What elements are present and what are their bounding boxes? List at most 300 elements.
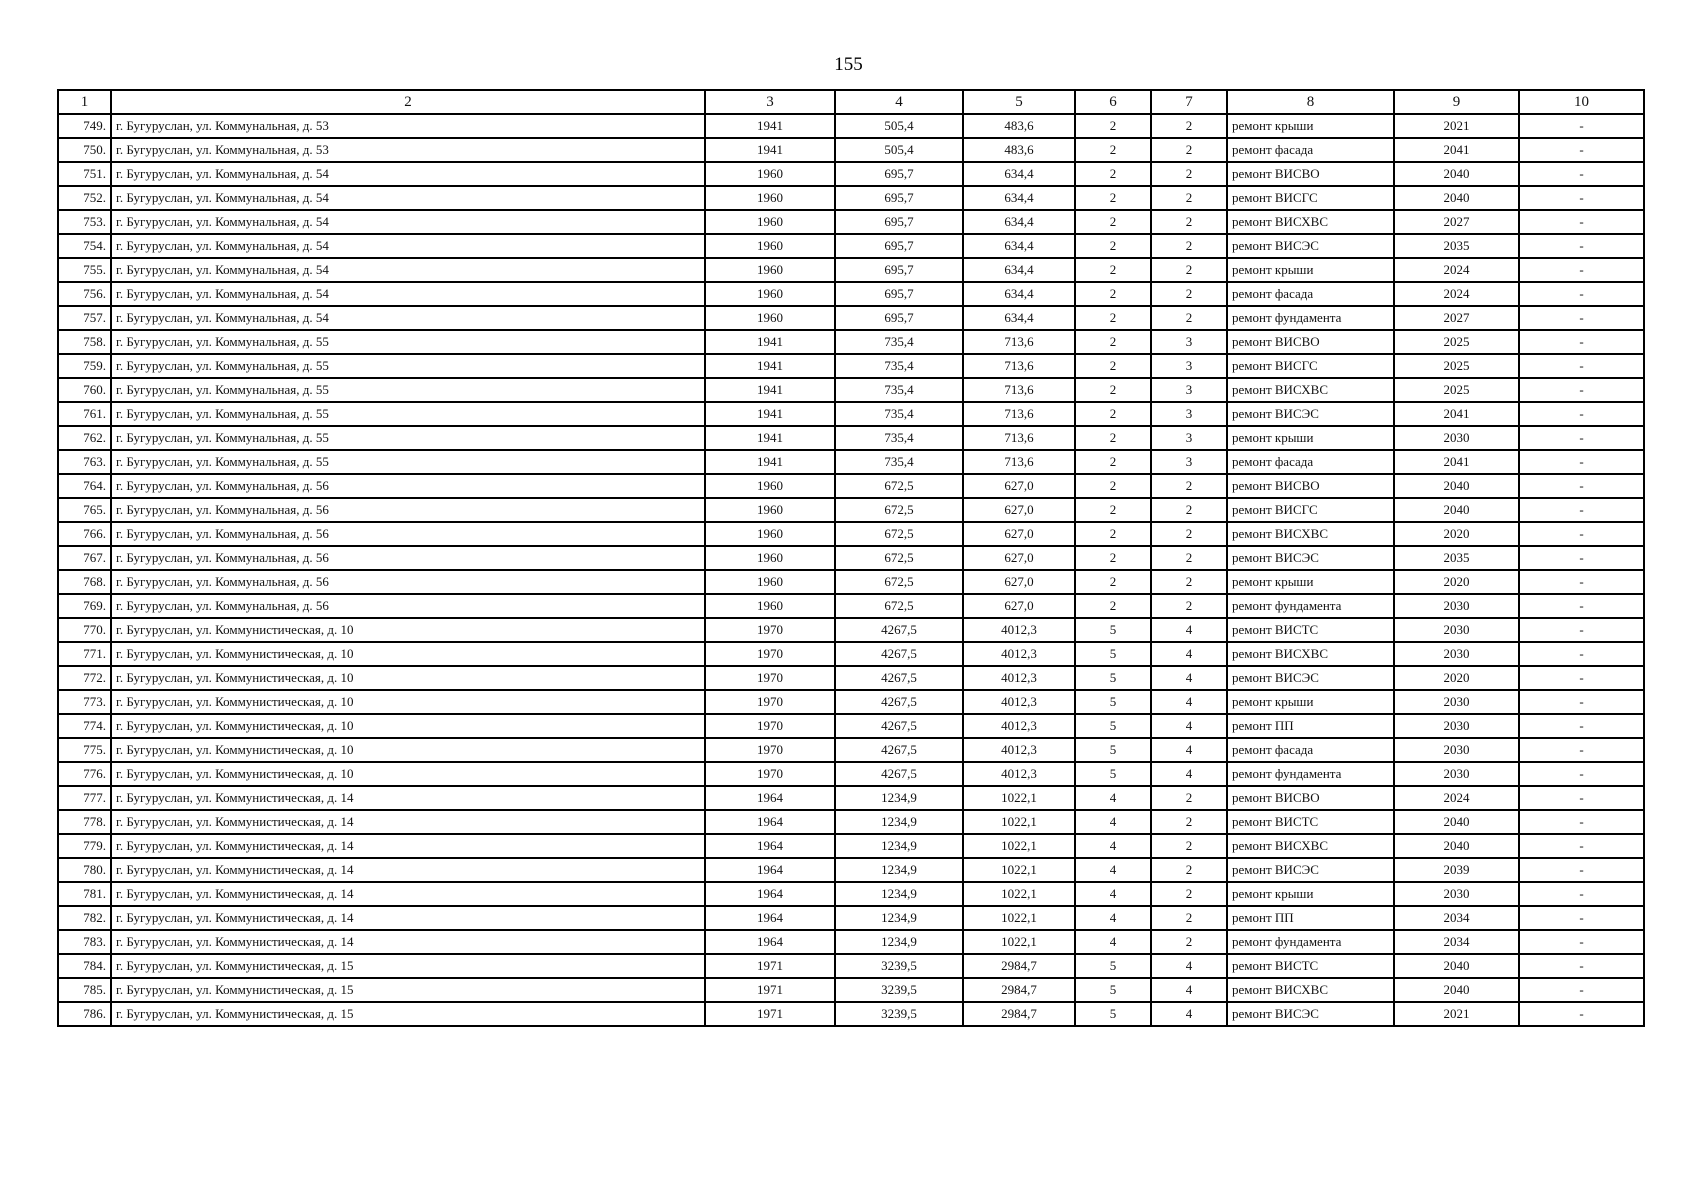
cell-address: г. Бугуруслан, ул. Коммунистическая, д. 14	[111, 858, 705, 882]
cell-floors: 2	[1075, 426, 1151, 450]
cell-living-area: 4012,3	[963, 642, 1075, 666]
cell-work-type: ремонт ВИСХВС	[1227, 378, 1394, 402]
table-row	[58, 978, 1644, 1002]
cell-note: -	[1519, 690, 1644, 714]
cell-address: г. Бугуруслан, ул. Коммунальная, д. 54	[111, 234, 705, 258]
cell-total-area: 735,4	[835, 402, 963, 426]
cell-living-area: 634,4	[963, 306, 1075, 330]
cell-year-built: 1960	[705, 306, 835, 330]
cell-floors: 2	[1075, 594, 1151, 618]
cell-year-built: 1960	[705, 210, 835, 234]
cell-work-type: ремонт фасада	[1227, 738, 1394, 762]
cell-floors: 2	[1075, 450, 1151, 474]
cell-living-area: 1022,1	[963, 858, 1075, 882]
cell-address: г. Бугуруслан, ул. Коммунальная, д. 55	[111, 450, 705, 474]
cell-planned-year: 2020	[1394, 666, 1519, 690]
cell-total-area: 3239,5	[835, 1002, 963, 1026]
cell-total-area: 695,7	[835, 210, 963, 234]
cell-work-type: ремонт фасада	[1227, 282, 1394, 306]
cell-total-area: 4267,5	[835, 666, 963, 690]
cell-living-area: 713,6	[963, 450, 1075, 474]
cell-total-area: 672,5	[835, 498, 963, 522]
cell-address: г. Бугуруслан, ул. Коммунальная, д. 54	[111, 186, 705, 210]
cell-row-number: 753.	[58, 210, 111, 234]
cell-work-type: ремонт ВИСВО	[1227, 474, 1394, 498]
cell-year-built: 1960	[705, 186, 835, 210]
cell-year-built: 1964	[705, 906, 835, 930]
cell-total-area: 4267,5	[835, 690, 963, 714]
cell-total-area: 1234,9	[835, 858, 963, 882]
cell-year-built: 1941	[705, 138, 835, 162]
cell-year-built: 1970	[705, 762, 835, 786]
cell-planned-year: 2025	[1394, 378, 1519, 402]
cell-planned-year: 2024	[1394, 282, 1519, 306]
cell-note: -	[1519, 738, 1644, 762]
cell-row-number: 775.	[58, 738, 111, 762]
cell-entrances: 3	[1151, 378, 1227, 402]
cell-address: г. Бугуруслан, ул. Коммунальная, д. 54	[111, 210, 705, 234]
cell-work-type: ремонт ВИСЭС	[1227, 666, 1394, 690]
cell-planned-year: 2030	[1394, 762, 1519, 786]
cell-address: г. Бугуруслан, ул. Коммунистическая, д. 14	[111, 810, 705, 834]
cell-work-type: ремонт ВИСЭС	[1227, 1002, 1394, 1026]
cell-planned-year: 2020	[1394, 570, 1519, 594]
cell-address: г. Бугуруслан, ул. Коммунальная, д. 54	[111, 258, 705, 282]
column-header-7: 7	[1151, 90, 1227, 114]
table-row	[58, 402, 1644, 426]
cell-total-area: 1234,9	[835, 834, 963, 858]
cell-year-built: 1964	[705, 858, 835, 882]
cell-year-built: 1971	[705, 978, 835, 1002]
table-row	[58, 786, 1644, 810]
cell-note: -	[1519, 906, 1644, 930]
cell-entrances: 2	[1151, 234, 1227, 258]
table-row	[58, 882, 1644, 906]
cell-entrances: 3	[1151, 402, 1227, 426]
cell-entrances: 2	[1151, 882, 1227, 906]
cell-total-area: 695,7	[835, 186, 963, 210]
cell-year-built: 1964	[705, 834, 835, 858]
cell-work-type: ремонт ПП	[1227, 714, 1394, 738]
cell-work-type: ремонт ВИСГС	[1227, 354, 1394, 378]
cell-floors: 5	[1075, 666, 1151, 690]
cell-planned-year: 2030	[1394, 426, 1519, 450]
cell-note: -	[1519, 186, 1644, 210]
cell-work-type: ремонт крыши	[1227, 690, 1394, 714]
cell-work-type: ремонт крыши	[1227, 114, 1394, 138]
table-row	[58, 810, 1644, 834]
cell-planned-year: 2041	[1394, 402, 1519, 426]
cell-living-area: 627,0	[963, 570, 1075, 594]
table-row	[58, 570, 1644, 594]
cell-total-area: 735,4	[835, 450, 963, 474]
cell-work-type: ремонт крыши	[1227, 426, 1394, 450]
table-row	[58, 618, 1644, 642]
cell-address: г. Бугуруслан, ул. Коммунальная, д. 55	[111, 354, 705, 378]
cell-row-number: 768.	[58, 570, 111, 594]
cell-work-type: ремонт фундамента	[1227, 762, 1394, 786]
cell-address: г. Бугуруслан, ул. Коммунальная, д. 54	[111, 306, 705, 330]
cell-planned-year: 2040	[1394, 954, 1519, 978]
cell-living-area: 634,4	[963, 282, 1075, 306]
cell-row-number: 786.	[58, 1002, 111, 1026]
cell-living-area: 634,4	[963, 258, 1075, 282]
cell-work-type: ремонт ВИСХВС	[1227, 642, 1394, 666]
table-row	[58, 258, 1644, 282]
cell-planned-year: 2020	[1394, 522, 1519, 546]
cell-year-built: 1970	[705, 618, 835, 642]
cell-row-number: 779.	[58, 834, 111, 858]
column-header-3: 3	[705, 90, 835, 114]
cell-floors: 2	[1075, 354, 1151, 378]
cell-planned-year: 2039	[1394, 858, 1519, 882]
cell-entrances: 4	[1151, 666, 1227, 690]
column-header-1: 1	[58, 90, 111, 114]
cell-floors: 4	[1075, 906, 1151, 930]
cell-row-number: 778.	[58, 810, 111, 834]
cell-floors: 2	[1075, 186, 1151, 210]
cell-work-type: ремонт фундамента	[1227, 306, 1394, 330]
table-row	[58, 522, 1644, 546]
cell-planned-year: 2034	[1394, 906, 1519, 930]
cell-living-area: 634,4	[963, 186, 1075, 210]
cell-living-area: 634,4	[963, 210, 1075, 234]
cell-living-area: 2984,7	[963, 1002, 1075, 1026]
cell-living-area: 713,6	[963, 354, 1075, 378]
cell-planned-year: 2041	[1394, 138, 1519, 162]
cell-row-number: 777.	[58, 786, 111, 810]
cell-planned-year: 2030	[1394, 618, 1519, 642]
cell-entrances: 2	[1151, 162, 1227, 186]
cell-floors: 4	[1075, 786, 1151, 810]
cell-total-area: 3239,5	[835, 978, 963, 1002]
cell-entrances: 4	[1151, 1002, 1227, 1026]
cell-year-built: 1960	[705, 162, 835, 186]
cell-row-number: 773.	[58, 690, 111, 714]
cell-work-type: ремонт фасада	[1227, 138, 1394, 162]
cell-row-number: 762.	[58, 426, 111, 450]
cell-entrances: 2	[1151, 474, 1227, 498]
cell-entrances: 4	[1151, 618, 1227, 642]
cell-address: г. Бугуруслан, ул. Коммунальная, д. 56	[111, 594, 705, 618]
cell-row-number: 774.	[58, 714, 111, 738]
table-row	[58, 858, 1644, 882]
cell-work-type: ремонт ВИСЭС	[1227, 546, 1394, 570]
cell-total-area: 695,7	[835, 282, 963, 306]
cell-living-area: 627,0	[963, 546, 1075, 570]
cell-entrances: 2	[1151, 522, 1227, 546]
cell-planned-year: 2035	[1394, 546, 1519, 570]
cell-note: -	[1519, 402, 1644, 426]
cell-year-built: 1941	[705, 450, 835, 474]
cell-row-number: 757.	[58, 306, 111, 330]
cell-entrances: 2	[1151, 258, 1227, 282]
cell-total-area: 695,7	[835, 234, 963, 258]
cell-floors: 4	[1075, 930, 1151, 954]
cell-entrances: 3	[1151, 354, 1227, 378]
cell-address: г. Бугуруслан, ул. Коммунистическая, д. 10	[111, 690, 705, 714]
cell-address: г. Бугуруслан, ул. Коммунальная, д. 56	[111, 474, 705, 498]
cell-note: -	[1519, 474, 1644, 498]
cell-note: -	[1519, 138, 1644, 162]
column-header-5: 5	[963, 90, 1075, 114]
cell-row-number: 755.	[58, 258, 111, 282]
cell-total-area: 505,4	[835, 114, 963, 138]
cell-living-area: 634,4	[963, 162, 1075, 186]
cell-work-type: ремонт фундамента	[1227, 594, 1394, 618]
cell-living-area: 483,6	[963, 114, 1075, 138]
cell-total-area: 695,7	[835, 258, 963, 282]
cell-note: -	[1519, 570, 1644, 594]
cell-work-type: ремонт фасада	[1227, 450, 1394, 474]
cell-address: г. Бугуруслан, ул. Коммунальная, д. 54	[111, 282, 705, 306]
cell-entrances: 4	[1151, 642, 1227, 666]
cell-living-area: 4012,3	[963, 714, 1075, 738]
cell-floors: 2	[1075, 402, 1151, 426]
cell-entrances: 2	[1151, 906, 1227, 930]
column-header-8: 8	[1227, 90, 1394, 114]
table-row	[58, 714, 1644, 738]
cell-work-type: ремонт ВИСЭС	[1227, 858, 1394, 882]
cell-total-area: 672,5	[835, 570, 963, 594]
cell-floors: 2	[1075, 210, 1151, 234]
cell-floors: 2	[1075, 138, 1151, 162]
cell-year-built: 1941	[705, 330, 835, 354]
table-row	[58, 426, 1644, 450]
cell-planned-year: 2040	[1394, 810, 1519, 834]
cell-entrances: 4	[1151, 762, 1227, 786]
cell-entrances: 4	[1151, 714, 1227, 738]
cell-entrances: 2	[1151, 858, 1227, 882]
cell-note: -	[1519, 234, 1644, 258]
cell-living-area: 1022,1	[963, 930, 1075, 954]
cell-entrances: 4	[1151, 738, 1227, 762]
cell-work-type: ремонт ВИСВО	[1227, 786, 1394, 810]
cell-living-area: 1022,1	[963, 882, 1075, 906]
cell-floors: 5	[1075, 762, 1151, 786]
cell-address: г. Бугуруслан, ул. Коммунистическая, д. 15	[111, 978, 705, 1002]
cell-note: -	[1519, 1002, 1644, 1026]
cell-note: -	[1519, 426, 1644, 450]
cell-floors: 2	[1075, 162, 1151, 186]
cell-note: -	[1519, 306, 1644, 330]
cell-floors: 2	[1075, 282, 1151, 306]
cell-planned-year: 2021	[1394, 1002, 1519, 1026]
cell-year-built: 1970	[705, 714, 835, 738]
cell-row-number: 785.	[58, 978, 111, 1002]
cell-entrances: 4	[1151, 978, 1227, 1002]
cell-entrances: 2	[1151, 834, 1227, 858]
cell-note: -	[1519, 594, 1644, 618]
cell-entrances: 2	[1151, 546, 1227, 570]
table-row	[58, 546, 1644, 570]
cell-planned-year: 2024	[1394, 258, 1519, 282]
cell-living-area: 627,0	[963, 594, 1075, 618]
cell-year-built: 1964	[705, 810, 835, 834]
cell-planned-year: 2040	[1394, 834, 1519, 858]
cell-note: -	[1519, 642, 1644, 666]
cell-entrances: 4	[1151, 954, 1227, 978]
cell-row-number: 750.	[58, 138, 111, 162]
cell-row-number: 751.	[58, 162, 111, 186]
cell-floors: 4	[1075, 858, 1151, 882]
cell-year-built: 1971	[705, 954, 835, 978]
cell-note: -	[1519, 762, 1644, 786]
cell-address: г. Бугуруслан, ул. Коммунистическая, д. 14	[111, 906, 705, 930]
cell-total-area: 1234,9	[835, 810, 963, 834]
cell-floors: 2	[1075, 114, 1151, 138]
cell-year-built: 1960	[705, 498, 835, 522]
cell-row-number: 772.	[58, 666, 111, 690]
cell-floors: 5	[1075, 738, 1151, 762]
cell-planned-year: 2027	[1394, 306, 1519, 330]
cell-total-area: 695,7	[835, 162, 963, 186]
cell-work-type: ремонт ВИСВО	[1227, 330, 1394, 354]
cell-total-area: 4267,5	[835, 714, 963, 738]
cell-work-type: ремонт ВИСТС	[1227, 810, 1394, 834]
cell-work-type: ремонт ВИСХВС	[1227, 978, 1394, 1002]
cell-row-number: 765.	[58, 498, 111, 522]
table-row	[58, 642, 1644, 666]
cell-living-area: 634,4	[963, 234, 1075, 258]
cell-planned-year: 2035	[1394, 234, 1519, 258]
cell-planned-year: 2040	[1394, 498, 1519, 522]
cell-floors: 5	[1075, 978, 1151, 1002]
table-row	[58, 234, 1644, 258]
cell-year-built: 1941	[705, 426, 835, 450]
cell-address: г. Бугуруслан, ул. Коммунистическая, д. 14	[111, 882, 705, 906]
cell-work-type: ремонт ВИСГС	[1227, 498, 1394, 522]
cell-living-area: 1022,1	[963, 810, 1075, 834]
cell-work-type: ремонт крыши	[1227, 570, 1394, 594]
cell-entrances: 2	[1151, 186, 1227, 210]
cell-planned-year: 2027	[1394, 210, 1519, 234]
cell-year-built: 1941	[705, 378, 835, 402]
cell-note: -	[1519, 378, 1644, 402]
cell-note: -	[1519, 930, 1644, 954]
cell-planned-year: 2024	[1394, 786, 1519, 810]
cell-note: -	[1519, 714, 1644, 738]
table-row	[58, 450, 1644, 474]
cell-entrances: 4	[1151, 690, 1227, 714]
cell-entrances: 2	[1151, 210, 1227, 234]
cell-work-type: ремонт фундамента	[1227, 930, 1394, 954]
cell-year-built: 1970	[705, 642, 835, 666]
cell-planned-year: 2025	[1394, 354, 1519, 378]
cell-year-built: 1941	[705, 114, 835, 138]
cell-note: -	[1519, 282, 1644, 306]
cell-note: -	[1519, 522, 1644, 546]
cell-living-area: 4012,3	[963, 762, 1075, 786]
table-row	[58, 498, 1644, 522]
cell-living-area: 4012,3	[963, 738, 1075, 762]
cell-row-number: 766.	[58, 522, 111, 546]
cell-note: -	[1519, 834, 1644, 858]
cell-floors: 4	[1075, 834, 1151, 858]
cell-floors: 5	[1075, 1002, 1151, 1026]
table-row	[58, 930, 1644, 954]
cell-note: -	[1519, 858, 1644, 882]
cell-floors: 2	[1075, 474, 1151, 498]
cell-address: г. Бугуруслан, ул. Коммунистическая, д. 10	[111, 666, 705, 690]
cell-row-number: 754.	[58, 234, 111, 258]
cell-total-area: 735,4	[835, 354, 963, 378]
cell-floors: 5	[1075, 618, 1151, 642]
cell-total-area: 735,4	[835, 330, 963, 354]
cell-note: -	[1519, 450, 1644, 474]
cell-year-built: 1960	[705, 474, 835, 498]
cell-row-number: 776.	[58, 762, 111, 786]
cell-row-number: 770.	[58, 618, 111, 642]
cell-work-type: ремонт крыши	[1227, 258, 1394, 282]
cell-address: г. Бугуруслан, ул. Коммунистическая, д. 15	[111, 1002, 705, 1026]
cell-total-area: 1234,9	[835, 906, 963, 930]
cell-row-number: 759.	[58, 354, 111, 378]
cell-row-number: 783.	[58, 930, 111, 954]
cell-living-area: 2984,7	[963, 978, 1075, 1002]
cell-living-area: 1022,1	[963, 834, 1075, 858]
cell-total-area: 695,7	[835, 306, 963, 330]
table-row	[58, 186, 1644, 210]
cell-entrances: 3	[1151, 330, 1227, 354]
cell-row-number: 764.	[58, 474, 111, 498]
cell-living-area: 713,6	[963, 330, 1075, 354]
cell-note: -	[1519, 330, 1644, 354]
cell-note: -	[1519, 546, 1644, 570]
cell-year-built: 1960	[705, 570, 835, 594]
cell-entrances: 2	[1151, 786, 1227, 810]
cell-year-built: 1941	[705, 354, 835, 378]
cell-address: г. Бугуруслан, ул. Коммунистическая, д. 10	[111, 762, 705, 786]
cell-work-type: ремонт ВИСХВС	[1227, 834, 1394, 858]
cell-address: г. Бугуруслан, ул. Коммунальная, д. 54	[111, 162, 705, 186]
table-row	[58, 1002, 1644, 1026]
column-header-9: 9	[1394, 90, 1519, 114]
cell-entrances: 2	[1151, 498, 1227, 522]
cell-year-built: 1971	[705, 1002, 835, 1026]
table-row	[58, 906, 1644, 930]
cell-address: г. Бугуруслан, ул. Коммунистическая, д. 10	[111, 642, 705, 666]
cell-row-number: 756.	[58, 282, 111, 306]
table-row	[58, 210, 1644, 234]
cell-row-number: 761.	[58, 402, 111, 426]
header-row	[58, 90, 1644, 114]
cell-year-built: 1960	[705, 594, 835, 618]
cell-work-type: ремонт ВИСХВС	[1227, 522, 1394, 546]
table-row	[58, 306, 1644, 330]
cell-row-number: 784.	[58, 954, 111, 978]
cell-living-area: 1022,1	[963, 906, 1075, 930]
table-row	[58, 282, 1644, 306]
cell-floors: 5	[1075, 954, 1151, 978]
cell-row-number: 752.	[58, 186, 111, 210]
cell-address: г. Бугуруслан, ул. Коммунальная, д. 55	[111, 426, 705, 450]
cell-living-area: 627,0	[963, 474, 1075, 498]
cell-floors: 2	[1075, 546, 1151, 570]
cell-total-area: 1234,9	[835, 786, 963, 810]
cell-address: г. Бугуруслан, ул. Коммунальная, д. 53	[111, 138, 705, 162]
cell-total-area: 4267,5	[835, 618, 963, 642]
cell-address: г. Бугуруслан, ул. Коммунальная, д. 55	[111, 378, 705, 402]
cell-entrances: 2	[1151, 930, 1227, 954]
cell-year-built: 1960	[705, 258, 835, 282]
cell-work-type: ремонт ВИСТС	[1227, 954, 1394, 978]
cell-address: г. Бугуруслан, ул. Коммунальная, д. 55	[111, 402, 705, 426]
cell-living-area: 4012,3	[963, 618, 1075, 642]
cell-entrances: 2	[1151, 282, 1227, 306]
table-row	[58, 354, 1644, 378]
cell-living-area: 1022,1	[963, 786, 1075, 810]
